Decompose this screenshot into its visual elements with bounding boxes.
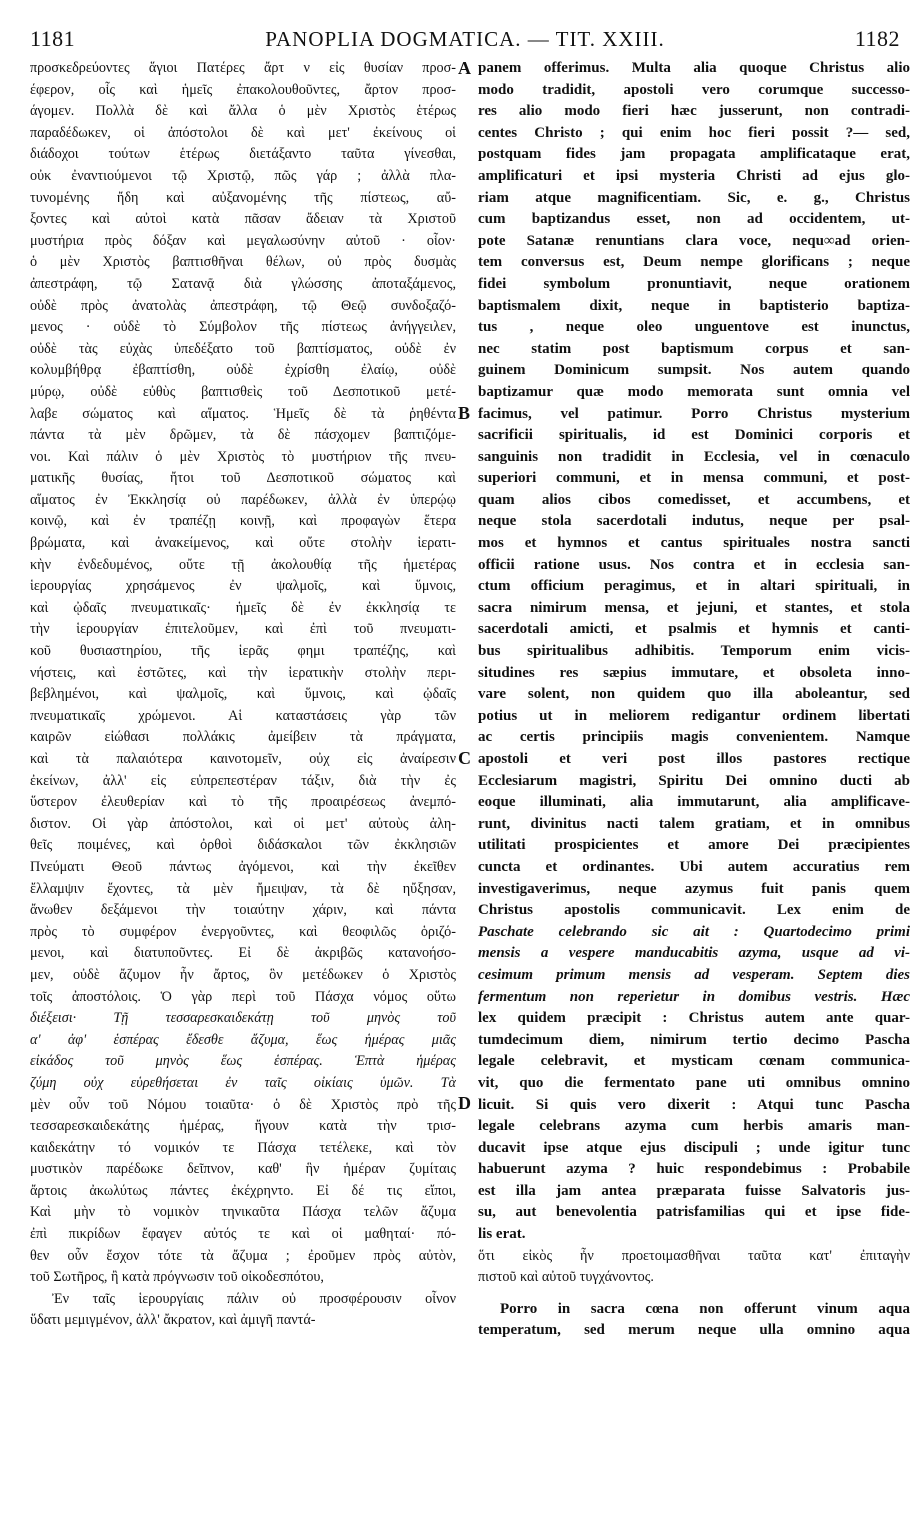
- greek-text-line: ἀπεστράφη, τῷ Σατανᾷ διὰ γλώσσης ἀποταξάμενος,: [30, 275, 456, 292]
- latin-text-line: potius ut in meliorem redigantur ordinem libertati: [478, 707, 910, 724]
- latin-text-line: cum baptizandus esset, non ad occidentem, ut-: [478, 211, 910, 228]
- latin-text-line: vit, quo die fermentato pane uti omnibus omnino: [478, 1074, 910, 1091]
- latin-text-line: lex quidem præcipit : Christus autem ante quar-: [478, 1010, 910, 1027]
- latin-text-line: amplificaturi et ipsi mysteria Christi ad ejus glo-: [478, 167, 910, 184]
- latin-text-line: situdines res sæpius immutare, et obsoleta inno-: [478, 664, 910, 681]
- latin-text-line: Christus apostolis communicavit. Lex enim de: [478, 902, 910, 919]
- greek-text-line: οὐδὲ τὰς εὐχὰς ὑπεδέξατο τοῦ βαπτίσματος, οὐδὲ ἐν: [30, 340, 456, 357]
- latin-text-line: nec statim post baptismum corpus et san-: [478, 340, 910, 357]
- latin-text-line: centes Christo ; qui enim hoc fieri possit ?— sed,: [478, 124, 910, 141]
- latin-text-column: [478, 58, 910, 1342]
- greek-text-line: ξοντες καὶ αὐτοὶ κατὰ πᾶσαν ἄδειαν τὰ Χριστοῦ: [30, 211, 456, 228]
- latin-text-line: sacra nimirum mensa, et jejuni, et stantes, et stola: [478, 599, 910, 616]
- latin-text-line: officii ratione usus. Nos contra et in ecclesia san-: [478, 556, 910, 573]
- latin-closing-line: Porro in sacra cœna non offerunt vinum aqua: [500, 1300, 910, 1317]
- greek-text-line: κοινῷ, καὶ ἐν τραπέζῃ κοινῇ, καὶ προφαγὼν ἕτερα: [30, 513, 456, 530]
- latin-text-line: superiori communi, et in mensa communi, et post-: [478, 470, 910, 487]
- greek-text-line: τὴν ἱερουργίαν ἐπιτελοῦμεν, καὶ ἐπὶ τοῦ πνευματι-: [30, 621, 456, 638]
- greek-text-line: μυστικὸν παρέδωκε δεῖπνον, καθ' ἣν ἡμέραν ζυμίταις: [30, 1161, 456, 1178]
- greek-text-line: μυστήρια πρὸς δόξαν καὶ μεγαλωσύνην αὐτοῦ · οἷον·: [30, 232, 456, 249]
- greek-text-line: ὕδατι μεμιγμένον, ἀλλ' ἄκρατον, καὶ ἀμιγῆ παντά-: [30, 1312, 316, 1329]
- greek-text-line: πνευματικαῖς χρώμενοι. Αἱ καταστάσεις γὰρ τῶν: [30, 707, 456, 724]
- greek-text-line: μὲν οὖν τοῦ Νόμου τοιαῦτα· ὁ δὲ Χριστὸς πρὸ τῆς: [30, 1096, 456, 1113]
- greek-text-line: καιδεκάτην τό νομικόν τε Πάσχα τετέλεκε, καὶ τὸν: [30, 1139, 456, 1156]
- latin-text-line: fermentum non reperietur in domibus vestris. Hæc: [478, 988, 910, 1005]
- latin-text-line: ducavit ipse atque ejus discipuli ; unde igitur tunc: [478, 1139, 910, 1156]
- latin-text-line: baptismalem dixit, neque in baptisterio baptiza-: [478, 297, 910, 314]
- text-columns: [30, 58, 910, 1536]
- greek-text-line: οὐκ ἐναντιούμενοι τῷ Χριστῷ, πῶς γάρ ; ἀλλὰ πλα-: [30, 167, 456, 184]
- greek-text-line: θεν οὖν ἔσχον τότε τὰ ἄζυμα ; ἐροῦμεν πρὸς αὐτὸν,: [30, 1247, 456, 1264]
- greek-text-line: πάντα τὰ μὲν δρῶμεν, τὰ δὲ πάσχομεν βαπτιζόμε-: [30, 427, 456, 444]
- greek-text-line: διστον. Οἱ γὰρ ἀπόστολοι, καὶ οἱ μετ' αὐτοὺς ἀλη-: [30, 815, 456, 832]
- greek-text-line: μενος · οὐδὲ τὸ Σύμβολον τῆς πίστεως ἀνήγγειλεν,: [30, 319, 456, 336]
- greek-text-line: ὕστερον ἐλευθερίαν καὶ τὸ τῆς προαιρέσεως ἀνεμπό-: [30, 794, 456, 811]
- left-page-number: 1181: [30, 26, 76, 51]
- latin-text-line: quam alios cibos comedisset, et accumbens, et: [478, 491, 910, 508]
- greek-text-line: καιρῶν εἰώθασι πολλάκις ἀμείβειν τὰ πράγματα,: [30, 729, 456, 746]
- greek-text-line: ἐπὶ πικρίδων ἔφαγεν αὐτός τε καὶ οἱ μαθηταί· πό-: [30, 1226, 456, 1243]
- greek-text-line: ἐκείνων, ἀλλ' εἰς εὐπρεπεστέραν τάξιν, διὰ τὴν ἐς: [30, 772, 456, 789]
- greek-text-line: ἄρτοις ἀκωλύτως πάντες ἐκέχρηντο. Εἰ δέ τις εἴποι,: [30, 1182, 456, 1199]
- latin-text-line: licuit. Si quis vero dixerit : Atqui tunc Pascha: [478, 1096, 910, 1113]
- latin-text-line: baptizamur quæ modo memorata sunt omnia vel: [478, 383, 910, 400]
- greek-text-line: τοῦ Σωτῆρος, ἢ κατὰ πρόγνωσιν τοῦ οἰκοδεσπότου,: [30, 1269, 324, 1286]
- greek-text-line: Καὶ μὴν τὸ νομικὸν τηνικαῦτα Πάσχα τελῶν ἄζυμα: [30, 1204, 456, 1221]
- latin-text-line: Paschate celebrando sic ait : Quartodecimo primi: [478, 923, 910, 940]
- latin-text-line: su, aut benevolentia patrisfamilias qui et ipse fide-: [478, 1204, 910, 1221]
- greek-text-line: ζύμη οὐχ εὑρεθήσεται ἐν ταῖς οἰκίαις ὑμῶν. Τὰ: [30, 1074, 456, 1091]
- latin-text-line: cesimum primum mensis ad vesperam. Septem dies: [478, 966, 910, 983]
- latin-text-line: cuncta et ordinantes. Ubi autem accuratius rem: [478, 858, 910, 875]
- greek-text-line: καὶ ᾠδαῖς πνευματικαῖς· ἡμεῖς δὲ ἐν ἐκκλησίᾳ τε: [30, 599, 456, 616]
- latin-text-line: runt, divinitus nacti talem gratiam, et in omnibus: [478, 815, 910, 832]
- greek-text-line: άγομεν. Πολλὰ δὲ καὶ ἄλλα ὁ μὲν Χριστὸς ἑτέρως: [30, 103, 456, 120]
- greek-text-line: τεσσαρεσκαιδεκάτης ἡμέρας, ἤγουν κατὰ τὴν τρισ-: [30, 1118, 456, 1135]
- greek-text-line: οὐδὲ πρὸς ἀνατολὰς ἀπεστράφη, τῷ Θεῷ συνδοξαζό-: [30, 297, 456, 314]
- latin-text-line: facimus, vel patimur. Porro Christus mysterium: [478, 405, 910, 422]
- greek-text-line: βρώματα, καὶ ἀνακείμενος, καὶ οὔτε στολὴν ἱερατι-: [30, 535, 456, 552]
- latin-text-line: res alio modo fieri hæc jusserunt, non contradi-: [478, 103, 910, 120]
- latin-text-line: ctum officium peragimus, et in altari spirituali, in: [478, 578, 910, 595]
- right-page-number: 1182: [854, 26, 900, 51]
- greek-text-line: πρὸς τὸ συμφέρον ἐνεργοῦντες, καὶ θεοφιλῶς ὁριζό-: [30, 923, 456, 940]
- greek-text-line: εἰκάδος τοῦ μηνὸς ἕως ἑσπέρας. Ἑπτὰ ἡμέρας: [30, 1053, 456, 1070]
- latin-text-line: apostoli et veri post illos pastores rectique: [478, 751, 910, 767]
- latin-text-line: legale celebravit, et mysticam cœnam communica-: [478, 1053, 910, 1070]
- greek-text-line: Πνεύματι Θεοῦ πάντως ἀγόμενοι, καὶ τὴν ἐκεῖθεν: [30, 858, 456, 875]
- greek-text-column: [30, 58, 456, 1332]
- latin-text-line: sanguinis non tradidit in Ecclesia, vel in cœnaculo: [478, 448, 910, 465]
- latin-text-line: eoque illuminati, alia immutarunt, alia amplificave-: [478, 794, 910, 811]
- greek-text-line: τοῖς ἀποστόλοις. Ὁ γὰρ περὶ τοῦ Πάσχα νόμος οὕτω: [30, 988, 456, 1005]
- latin-text-line: postquam fides jam propagata amplificataque erat,: [478, 146, 910, 163]
- greek-text-line: ἱερουργίας χρησάμενος ἐν ψαλμοῖς, καὶ ὕμνοις,: [30, 578, 456, 595]
- greek-text-line: Ἐν ταῖς ἱερουργίαις πάλιν οὐ προσφέρουσιν οἶνον: [52, 1290, 456, 1307]
- greek-text-line: θεῖς ποιμένες, καὶ ὀρθοὶ διδάσκαλοι τῶν ἐκκλησιῶν: [30, 837, 456, 854]
- latin-text-line: ac certis principiis magis convenientem. Namque: [478, 729, 910, 746]
- latin-text-line: habuerunt azyma ? huic respondebimus : Probabile: [478, 1161, 910, 1178]
- latin-text-line: guinem Dominicum sumpsit. Nos autem quando: [478, 362, 910, 379]
- latin-text-line: tumdecimum diem, nimirum tertio decimo Pascha: [478, 1031, 910, 1048]
- latin-text-line: legale celebrans azyma cum herbis amaris man-: [478, 1118, 910, 1135]
- greek-note-line: πιστοῦ καὶ αὐτοῦ τυγχάνοντος.: [478, 1269, 654, 1286]
- greek-text-line: μενοι, καὶ διατυποῦντες. Εἰ δὲ ἀκριβῶς κατανοήσο-: [30, 945, 456, 962]
- latin-closing-line: temperatum, sed merum neque ulla omnino aqua: [478, 1322, 910, 1339]
- greek-text-line: ματικῆς θυσίας, ἤτοι τοῦ Δεσποτικοῦ σώματος καὶ: [30, 470, 456, 487]
- greek-text-line: νήστεις, καὶ ἑστῶτες, καὶ τὴν ἱερατικὴν στολὴν περι-: [30, 664, 456, 681]
- latin-text-line: Ecclesiarum magistri, Spiritu Dei omnino ducti ab: [478, 772, 910, 789]
- greek-text-line: διέξεισι· Τῇ τεσσαρεσκαιδεκάτῃ τοῦ μηνὸς τοῦ: [30, 1010, 456, 1027]
- latin-text-line: bus spiritualibus adhibitis. Temporum enim vicis-: [478, 643, 910, 660]
- latin-text-line: riam atque magnificentiam. Sic, e. g., Christus: [478, 189, 910, 206]
- greek-text-line: νοι. Καὶ πάλιν ὁ μὲν Χριστὸς τὸ μυστήριον τῆς πνευ-: [30, 448, 456, 465]
- greek-text-line: ἄνωθεν δεξάμενοι τὴν τοιαύτην χάριν, καὶ πάντα: [30, 902, 456, 919]
- latin-text-line: vare solent, non quidem quo illa aboleantur, sed: [478, 686, 910, 703]
- greek-text-line: έφερον, οἷς καὶ ἡμεῖς ἐπακολουθοῦντες, ἄρτον προσ-: [30, 81, 456, 98]
- greek-text-line: κὴν ἐνδεδυμένος, οὔτε τῇ ἀκολουθίᾳ τῆς ἡμετέρας: [30, 556, 456, 573]
- latin-text-line: mensis a vespere manducabitis azyma, usque ad vi-: [478, 945, 910, 962]
- latin-text-line: fidei symbolum pronuntiavit, neque orationem: [478, 275, 910, 292]
- latin-text-line: neque stola sacerdotali indutus, neque per psal-: [478, 513, 910, 530]
- greek-text-line: μύρῳ, οὐδὲ εὐθὺς βαπτισθεὶς τοῦ Δεσποτικοῦ μετέ-: [30, 383, 456, 400]
- margin-marker-c: C: [458, 748, 471, 768]
- greek-text-line: ὁ μὲν Χριστὸς βαπτισθῆναι θέλων, οὐ πρὸς δυσμὰς: [30, 254, 456, 271]
- greek-text-line: καὶ τὰ παλαιότερα καινοτομεῖν, οὐχ εἰς ἀναίρεσιν: [30, 751, 456, 767]
- running-title: PANOPLIA DOGMATICA. — TIT. XXIII.: [265, 26, 665, 51]
- greek-text-line: α' ἀφ' ἑσπέρας ἔδεσθε ἄζυμα, ἕως ἡμέρας μιᾶς: [30, 1031, 456, 1048]
- latin-text-line: utilitati prospicientes et amore Dei præcipientes: [478, 837, 910, 854]
- margin-marker-d: D: [458, 1093, 471, 1113]
- latin-text-line: pote Satanæ renuntians clara voce, nequ∞ad orien-: [478, 232, 910, 249]
- page-header: [30, 22, 900, 56]
- greek-text-line: λαβε σώματος καὶ αἵματος. Ἡμεῖς δὲ τὰ ῥηθέντα: [30, 405, 456, 422]
- greek-text-line: παραδέδωκεν, οἱ ἀπόστολοι δὲ καὶ μετ' ἐκείνους οἱ: [30, 124, 456, 141]
- latin-text-line: modo tradidit, apostoli vero corumque successo-: [478, 81, 910, 98]
- greek-text-line: ἔλλαμψιν ἔχοντες, τὰ μὲν ἤμειψαν, τὰ δὲ ηὔξησαν,: [30, 880, 456, 897]
- latin-text-line: tem conversus est, Deum nempe glorificans ; neque: [478, 254, 910, 271]
- greek-text-line: βεβλημένοι, καὶ ψαλμοῖς, καὶ ὕμνοις, καὶ ᾠδαῖς: [30, 686, 456, 703]
- latin-text-line: sacerdotali amicti, et psalmis et hymnis et canti-: [478, 621, 910, 638]
- greek-text-line: τυνομένης ἤδη καὶ αὐξανομένης τῆς πίστεως, αὔ-: [30, 189, 456, 206]
- margin-marker-b: B: [458, 403, 471, 423]
- latin-text-line: tus , neque oleo unguentove est inunctus,: [478, 319, 910, 336]
- greek-note-line: ὅτι εἰκὸς ἦν προετοιμασθῆναι ταῦτα κατ' ἐπιταγὴν: [478, 1247, 910, 1264]
- greek-text-line: προσκεδρεύοντες ἅγιοι Πατέρες ἄρτ ν εἰς θυσίαν προσ-: [30, 60, 456, 76]
- latin-text-line: panem offerimus. Multa alia quoque Christus alio: [478, 60, 910, 76]
- greek-text-line: κοῦ θυσιαστηρίου, τῆς ἱερᾶς φημι τραπέζης, καὶ: [30, 643, 456, 660]
- latin-text-line: lis erat.: [478, 1226, 526, 1243]
- latin-text-line: investigaverimus, neque azymus fuit panis quem: [478, 880, 910, 897]
- latin-text-line: mos et hymnos et cantus spirituales nostra sancti: [478, 535, 910, 552]
- latin-text-line: est illa jam antea præparata fuisse Salvatoris jus-: [478, 1182, 910, 1199]
- greek-text-line: αἵματος ἐν Ἐκκλησίᾳ οὐ παρέδωκεν, ἀλλὰ ἐν ὑπερῴῳ: [30, 491, 456, 508]
- latin-text-line: sacrificii spiritualis, id est Dominici corporis et: [478, 427, 910, 444]
- greek-text-line: κολυμβήθρᾳ ἐβαπτίσθη, οὐδὲ ἐχρίσθη ἐλαίῳ, οὐδὲ: [30, 362, 456, 379]
- greek-text-line: μεν, οὐδὲ ἄζυμον ἦν ἄρτος, ὃν μετέδωκεν ὁ Χριστὸς: [30, 966, 456, 983]
- greek-text-line: διάδοχοι τούτων ἑτέρως διετάξαντο ταῦτα γίνεσθαι,: [30, 146, 456, 163]
- margin-marker-a: A: [458, 58, 471, 78]
